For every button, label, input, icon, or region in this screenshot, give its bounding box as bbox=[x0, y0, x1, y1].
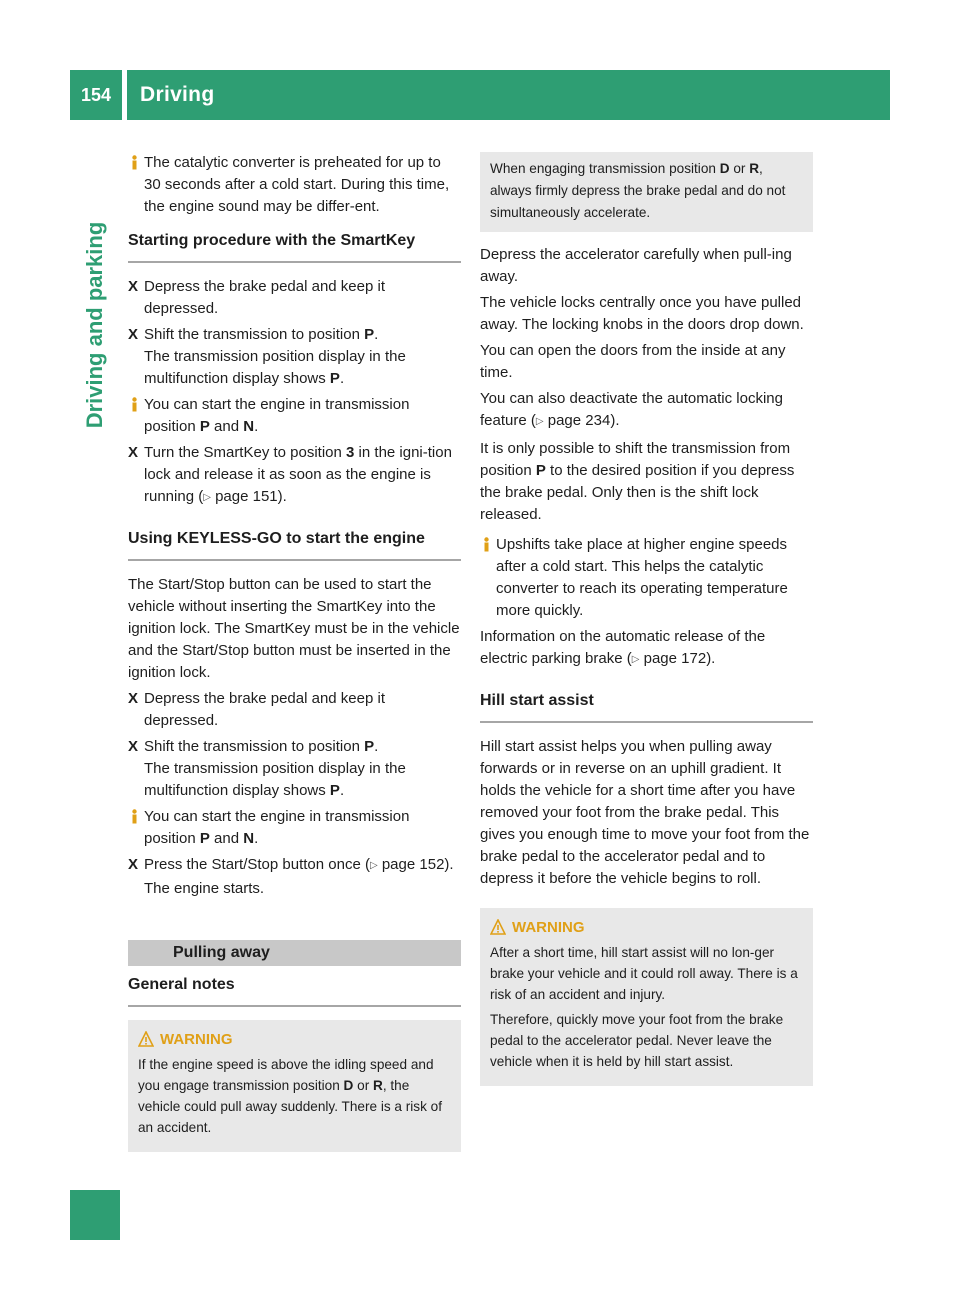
position-code: P bbox=[199, 830, 210, 847]
position-code: P bbox=[329, 370, 340, 387]
page-reference[interactable] bbox=[536, 412, 610, 429]
step-item bbox=[128, 736, 461, 802]
step-result: The transmission position display in the multifunction display shows bbox=[144, 348, 406, 387]
note-box bbox=[480, 152, 813, 232]
heading-keyless-go: Using KEYLESS-GO to start the engine bbox=[128, 528, 461, 561]
page-number: 154 bbox=[80, 85, 112, 105]
conj: or bbox=[729, 161, 750, 176]
conj: or bbox=[353, 1078, 374, 1093]
warning-text: After a short time, hill start assist will no lon-ger brake your vehicle and it could roll away. There is a risk of an accident and injury. bbox=[490, 945, 798, 1002]
step-item bbox=[128, 324, 461, 390]
punct: ). bbox=[706, 650, 716, 667]
paragraph-text: It is only possible to shift the transmission from position bbox=[480, 440, 791, 479]
warning-box bbox=[480, 908, 813, 1086]
punct: ). bbox=[610, 412, 620, 429]
step-arrow-icon: X bbox=[128, 690, 139, 707]
side-tab-marker bbox=[70, 1190, 120, 1240]
info-icon bbox=[480, 537, 493, 552]
paragraph-text: You can also deactivate the automatic locking feature ( bbox=[480, 390, 783, 429]
step-text: Depress the brake pedal and keep it depressed. bbox=[144, 690, 385, 729]
warning-text-part: , the vehicle could pull away suddenly. There is a risk of an accident. bbox=[138, 1078, 443, 1135]
step-result: The engine starts. bbox=[144, 880, 265, 897]
position-code: N bbox=[243, 830, 255, 847]
warning-title bbox=[490, 918, 803, 938]
chapter-title: Driving bbox=[140, 83, 215, 106]
step-text: Turn the SmartKey to position bbox=[144, 444, 347, 461]
page-reference-text[interactable]: page 172 bbox=[643, 650, 707, 667]
step-item bbox=[128, 688, 461, 732]
position-code: P bbox=[199, 418, 210, 435]
punct: ). bbox=[277, 488, 287, 505]
punct: . bbox=[339, 370, 345, 387]
position-code: 3 bbox=[346, 444, 355, 461]
punct: . bbox=[339, 782, 345, 799]
paragraph: Hill start assist helps you when pulling away forwards or in reverse on an uphill gradient. It holds the vehicle for a short time after you have removed your foot from the brake pedal. This gives you enough time to move your foot from the brake pedal to the accelerator pedal and to depress it before the vehicle begins to roll. bbox=[480, 738, 810, 887]
paragraph: You can open the doors from the inside at any time. bbox=[480, 342, 786, 381]
info-text: Upshifts take place at higher engine speeds after a cold start. This helps the catalytic converter to reach its operating temperature more quickly. bbox=[496, 536, 788, 619]
step-arrow-icon: X bbox=[128, 856, 139, 873]
info-text: The catalytic converter is preheated for up to 30 seconds after a cold start. During this time, the engine sound may be differ-ent. bbox=[144, 154, 450, 215]
step-text: Press the Start/Stop button once ( bbox=[144, 856, 370, 873]
paragraph: The Start/Stop button can be used to start the vehicle without inserting the SmartKey into the ignition lock. The SmartKey must be in the vehicle and the Start/Stop button must be inserted in the ignition lock. bbox=[128, 576, 460, 681]
punct: ). bbox=[444, 856, 454, 873]
paragraph bbox=[480, 388, 813, 434]
warning-label: WARNING bbox=[512, 919, 585, 936]
side-tab-label bbox=[70, 180, 120, 470]
header-divider bbox=[122, 70, 127, 120]
warning-triangle-icon bbox=[490, 919, 506, 935]
step-text: in the igni-tion lock and release it as soon as the engine is running ( bbox=[144, 444, 452, 505]
note-text: , always firmly depress the brake pedal and do not simultaneously accelerate. bbox=[490, 161, 786, 220]
paragraph-text: to the desired position if you depress the brake pedal. Only then is the shift lock released. bbox=[480, 462, 795, 523]
info-icon bbox=[128, 397, 141, 412]
paragraph-text: Information on the automatic release of the electric parking brake ( bbox=[480, 628, 766, 667]
conj: and bbox=[209, 418, 244, 435]
page-reference-triangle-icon: ▷ bbox=[631, 654, 640, 665]
warning-box bbox=[128, 1020, 461, 1152]
warning-text-part: If the engine speed is above the idling speed and you engage transmission position bbox=[138, 1057, 434, 1093]
punct: . bbox=[374, 738, 379, 755]
paragraph bbox=[480, 438, 813, 526]
step-item bbox=[128, 442, 461, 510]
info-note bbox=[128, 152, 461, 218]
warning-label: WARNING bbox=[160, 1031, 233, 1048]
step-text: Depress the brake pedal and keep it depressed. bbox=[144, 278, 385, 317]
note-text: When engaging transmission position bbox=[490, 161, 720, 176]
warning-triangle-icon bbox=[138, 1031, 154, 1047]
page-reference-text[interactable]: page 234 bbox=[547, 412, 611, 429]
left-column bbox=[128, 152, 461, 1152]
page-reference[interactable] bbox=[370, 856, 444, 873]
step-arrow-icon: X bbox=[128, 326, 139, 343]
info-icon bbox=[128, 809, 141, 824]
heading-general-notes: General notes bbox=[128, 974, 461, 1007]
position-code: P bbox=[364, 326, 375, 343]
info-note bbox=[128, 806, 461, 850]
position-code: R bbox=[749, 161, 760, 176]
punct: . bbox=[254, 830, 259, 847]
step-text: Shift the transmission to position bbox=[144, 738, 365, 755]
paragraph bbox=[480, 626, 813, 672]
step-result: The transmission position display in the multifunction display shows bbox=[144, 760, 406, 799]
position-code: D bbox=[719, 161, 730, 176]
position-code: P bbox=[364, 738, 375, 755]
info-note bbox=[128, 394, 461, 438]
warning-text bbox=[138, 1054, 451, 1138]
step-arrow-icon: X bbox=[128, 738, 139, 755]
info-note bbox=[480, 534, 813, 622]
punct: . bbox=[374, 326, 379, 343]
warning-title bbox=[138, 1030, 451, 1050]
position-code: R bbox=[373, 1078, 383, 1093]
paragraph: Depress the accelerator carefully when pull-ing away. bbox=[480, 246, 792, 285]
heading-hill-start-assist: Hill start assist bbox=[480, 690, 813, 723]
position-code: P bbox=[535, 462, 546, 479]
page-reference-text[interactable]: page 152 bbox=[381, 856, 445, 873]
punct: . bbox=[254, 418, 259, 435]
position-code: P bbox=[329, 782, 340, 799]
step-arrow-icon: X bbox=[128, 444, 139, 461]
info-text: You can start the engine in transmission position bbox=[144, 808, 410, 847]
position-code: D bbox=[343, 1078, 354, 1093]
section-bar: Pulling away bbox=[128, 940, 461, 966]
warning-text: Therefore, quickly move your foot from the brake pedal to the accelerator pedal. Never leave the vehicle when it is held by hill start assist. bbox=[490, 1012, 784, 1069]
side-tab-text: Driving and parking bbox=[82, 221, 107, 429]
right-column bbox=[480, 152, 813, 1086]
step-text: Shift the transmission to position bbox=[144, 326, 365, 343]
page-reference-text[interactable]: page 151 bbox=[215, 488, 278, 505]
page-reference[interactable] bbox=[203, 488, 277, 505]
heading-smartkey: Starting procedure with the SmartKey bbox=[128, 230, 461, 263]
conj: and bbox=[209, 830, 244, 847]
step-arrow-icon: X bbox=[128, 278, 139, 295]
step-item bbox=[128, 854, 461, 900]
step-item bbox=[128, 276, 461, 320]
info-text: You can start the engine in transmission position bbox=[144, 396, 410, 435]
position-code: N bbox=[243, 418, 255, 435]
page-reference[interactable] bbox=[632, 650, 706, 667]
info-icon bbox=[128, 155, 141, 170]
page-reference-triangle-icon: ▷ bbox=[203, 492, 211, 503]
paragraph: The vehicle locks centrally once you have pulled away. The locking knobs in the doors drop down. bbox=[480, 294, 804, 333]
page-reference-triangle-icon: ▷ bbox=[369, 860, 378, 871]
page-reference-triangle-icon: ▷ bbox=[535, 416, 544, 427]
